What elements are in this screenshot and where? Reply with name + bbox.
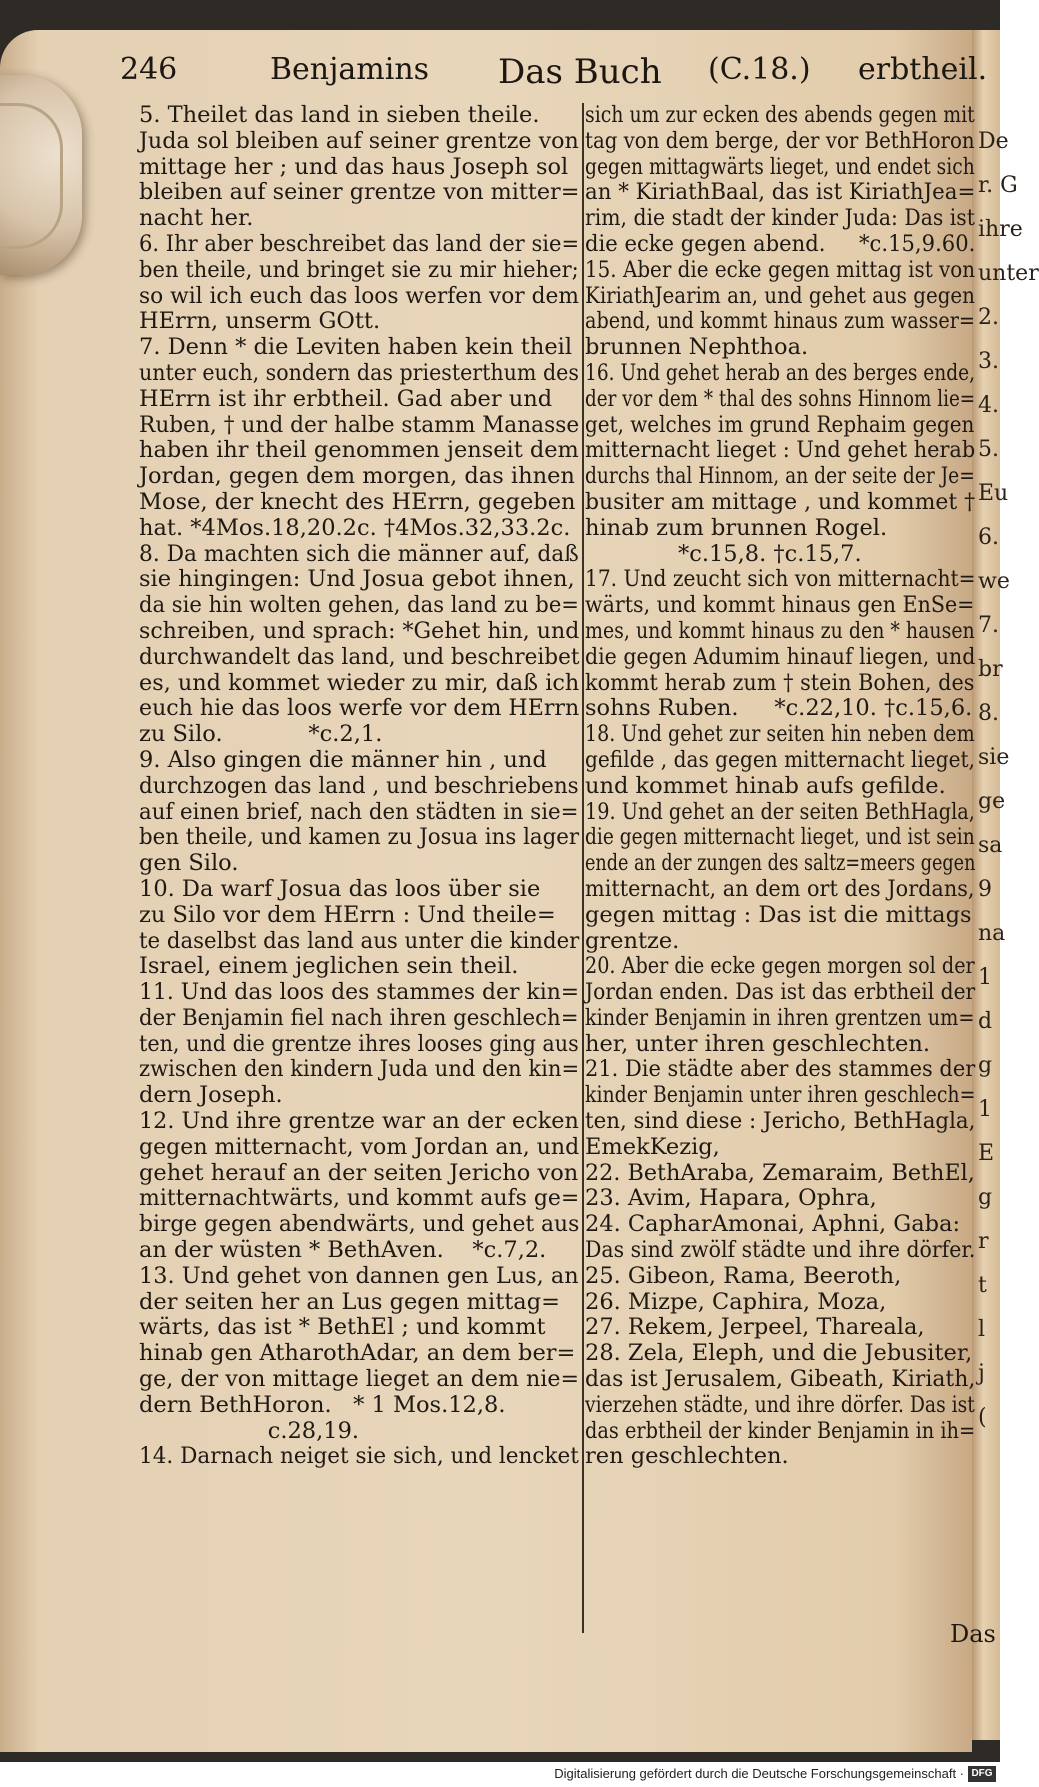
text-line: so wil ich euch das loos werfen vor dem xyxy=(139,282,579,309)
text-line: es, und kommet wieder zu mir, daß ich xyxy=(139,669,580,696)
text-line: 21. Die städte aber des stammes der xyxy=(585,1056,976,1083)
text-line: busiter am mittage , und kommet † xyxy=(585,488,976,515)
text-line: nacht her. xyxy=(139,205,254,232)
text-line: der vor dem * thal des sohns Hinnom lie= xyxy=(585,385,976,412)
next-page-edge-text: De r. G ihre unter 2. 3. 4. 5. Eu 6. we 7. br 8. sie ge sa 9 na 1 d g 1 E g r t l j ( xyxy=(978,129,1039,1430)
text-line: wärts, das ist * BethEl ; und kommt xyxy=(139,1314,546,1341)
text-line: hinab gen AtharothAdar, an dem ber= xyxy=(139,1340,576,1367)
text-line: abend, und kommt hinaus zum wasser= xyxy=(585,308,976,335)
text-line: gegen mitternacht, vom Jordan an, und xyxy=(139,1133,580,1160)
text-line: bleiben auf seiner grentze von mitter= xyxy=(139,179,580,206)
text-line: grentze. xyxy=(585,927,680,954)
text-line: durchzogen das land , und beschriebens xyxy=(139,772,579,799)
text-line: ge, der von mittage lieget an dem nie= xyxy=(139,1366,580,1393)
text-line: dern BethHoron. * 1 Mos.12,8. xyxy=(139,1391,506,1418)
text-line: 18. Und gehet zur seiten hin neben dem xyxy=(585,721,975,748)
text-line: 27. Rekem, Jerpeel, Thareala, xyxy=(585,1314,925,1341)
text-line: dern Joseph. xyxy=(139,1082,283,1109)
dfg-logo: DFG xyxy=(968,1766,996,1782)
text-line: die ecke gegen abend. *c.15,9.60. xyxy=(585,230,976,257)
text-line: ten, sind diese : Jericho, BethHagla, xyxy=(585,1108,976,1135)
text-line: birge gegen abendwärts, und gehet aus xyxy=(139,1211,580,1238)
text-line: mittage her ; und das haus Joseph sol xyxy=(139,153,569,180)
text-line: da sie hin wolten gehen, das land zu be= xyxy=(139,592,579,619)
text-line: 10. Da warf Josua das loos über sie xyxy=(139,875,541,902)
text-line: mitternachtwärts, und kommt aufs ge= xyxy=(139,1185,580,1212)
text-line: 22. BethAraba, Zemaraim, BethEl, xyxy=(585,1159,975,1186)
text-line: mitternacht lieget : Und gehet herab xyxy=(585,437,976,464)
column-divider xyxy=(582,103,584,1633)
text-line: der seiten her an Lus gegen mittag= xyxy=(139,1288,560,1315)
text-line: 24. CapharAmonai, Aphni, Gaba: xyxy=(585,1211,961,1238)
right-text-column xyxy=(585,103,975,1470)
text-line: 15. Aber die ecke gegen mittag ist von xyxy=(585,256,976,283)
header-center-title: Das Buch xyxy=(498,52,662,92)
text-line: sohns Ruben. *c.22,10. †c.15,6. xyxy=(585,695,973,722)
left-text-column xyxy=(139,103,579,1470)
page-number: 246 xyxy=(120,52,178,87)
text-line: kinder Benjamin unter ihren geschlech= xyxy=(585,1082,976,1109)
text-line: sich um zur ecken des abends gegen mit xyxy=(585,102,975,128)
text-line: ende an der zungen des saltz=meers gegen xyxy=(585,850,976,877)
text-line: c.28,19. xyxy=(139,1417,360,1444)
text-line: get, welches im grund Rephaim gegen xyxy=(585,411,975,438)
text-line: ben theile, und bringet sie zu mir hieher; xyxy=(139,256,579,283)
text-line: unter euch, sondern das priesterthum des xyxy=(139,359,579,386)
text-line: auf einen brief, nach den städten in sie= xyxy=(139,798,579,825)
text-line: kinder Benjamin in ihren grentzen um= xyxy=(585,1004,975,1031)
text-line: Mose, der knecht des HErrn, gegeben xyxy=(139,488,576,515)
text-line: gegen mittag : Das ist die mittags xyxy=(585,901,972,928)
text-line: gefilde , das gegen mitternacht lieget, xyxy=(585,746,975,773)
text-line: die gegen mitternacht lieget, und ist sein xyxy=(585,824,975,851)
footer-credit: Digitalisierung gefördert durch die Deutsche Forschungsgemeinschaft · xyxy=(554,1766,964,1781)
text-line: *c.15,8. †c.15,7. xyxy=(585,540,862,567)
text-line: wärts, und kommt hinaus gen EnSe= xyxy=(585,592,975,619)
catchword: Das xyxy=(950,1620,996,1648)
text-line: Ruben, † und der halbe stamm Manasse xyxy=(139,411,580,438)
text-line: und kommet hinab aufs gefilde. xyxy=(585,772,946,799)
text-line: das ist Jerusalem, Gibeath, Kiriath, xyxy=(585,1366,976,1393)
text-line: zu Silo. *c.2,1. xyxy=(139,721,383,748)
text-line: Israel, einem jeglichen sein theil. xyxy=(139,953,519,980)
text-line: brunnen Nephthoa. xyxy=(585,334,809,361)
text-line: her, unter ihren geschlechten. xyxy=(585,1030,931,1057)
text-line: an * KiriathBaal, das ist KiriathJea= xyxy=(585,179,976,206)
text-line: der Benjamin fiel nach ihren geschlech= xyxy=(139,1004,579,1031)
text-line: gegen mittagwärts lieget, und endet sich xyxy=(585,153,975,180)
text-line: 16. Und gehet herab an des berges ende, xyxy=(585,359,976,386)
text-line: 8. Da machten sich die männer auf, daß xyxy=(139,540,579,567)
text-line: mitternacht, an dem ort des Jordans, xyxy=(585,875,975,902)
text-line: HErrn ist ihr erbtheil. Gad aber und xyxy=(139,385,553,412)
text-line: haben ihr theil genommen jenseit dem xyxy=(139,437,579,464)
text-line: Das sind zwölf städte und ihre dörfer. xyxy=(585,1237,976,1264)
text-line: 19. Und gehet an der seiten BethHagla, xyxy=(585,798,975,825)
text-line: EmekKezig, xyxy=(585,1133,720,1160)
text-line: schreiben, und sprach: *Gehet hin, und xyxy=(139,617,580,644)
text-line: 20. Aber die ecke gegen morgen sol der xyxy=(585,953,975,980)
text-line: ren geschlechten. xyxy=(585,1443,789,1470)
running-header xyxy=(120,52,988,98)
text-line: 23. Avim, Hapara, Ophra, xyxy=(585,1185,877,1212)
text-line: 11. Und das loos des stammes der kin= xyxy=(139,979,580,1006)
text-line: 14. Darnach neiget sie sich, und lencket xyxy=(139,1443,579,1470)
text-line: 12. Und ihre grentze war an der ecken xyxy=(139,1108,579,1135)
text-line: hinab zum brunnen Rogel. xyxy=(585,514,888,541)
text-line: 13. Und gehet von dannen gen Lus, an xyxy=(139,1262,579,1289)
text-line: gen Silo. xyxy=(139,850,239,877)
text-line: 9. Also gingen die männer hin , und xyxy=(139,746,547,773)
text-line: te daselbst das land aus unter die kinder xyxy=(139,927,580,954)
text-line: gehet herauf an der seiten Jericho von xyxy=(139,1159,579,1186)
text-line: KiriathJearim an, und gehet aus gegen xyxy=(585,282,975,309)
text-line: euch hie das loos werfe vor dem HErrn xyxy=(139,695,580,722)
text-line: rim, die stadt der kinder Juda: Das ist xyxy=(585,205,975,232)
book-clasp-ring xyxy=(0,103,63,249)
text-line: 5. Theilet das land in sieben theile. xyxy=(139,102,540,128)
text-line: 28. Zela, Eleph, und die Jebusiter, xyxy=(585,1340,973,1367)
text-line: vierzehen städte, und ihre dörfer. Das ist xyxy=(585,1391,975,1418)
text-line: Jordan, gegen dem morgen, das ihnen xyxy=(139,463,575,490)
text-line: HErrn, unserm GOtt. xyxy=(139,308,381,335)
text-line: 26. Mizpe, Caphira, Moza, xyxy=(585,1288,887,1315)
text-line: mes, und kommt hinaus zu den * hausen xyxy=(585,617,975,644)
text-line: an der wüsten * BethAven. *c.7,2. xyxy=(139,1237,547,1264)
text-line: sie hingingen: Und Josua gebot ihnen, xyxy=(139,566,575,593)
text-line: das erbtheil der kinder Benjamin in ih= xyxy=(585,1417,976,1444)
text-line: durchs thal Hinnom, an der seite der Je= xyxy=(585,463,975,490)
text-line: Jordan enden. Das ist das erbtheil der xyxy=(585,979,976,1006)
text-line: hat. *4Mos.18,20.2c. †4Mos.32,33.2c. xyxy=(139,514,571,541)
text-line: 25. Gibeon, Rama, Beeroth, xyxy=(585,1262,902,1289)
text-line: die gegen Adumim hinauf liegen, und xyxy=(585,643,976,670)
text-line: 17. Und zeucht sich von mitternacht= xyxy=(585,566,976,593)
text-line: zu Silo vor dem HErrn : Und theile= xyxy=(139,901,556,928)
text-line: durchwandelt das land, und beschreibet xyxy=(139,643,580,670)
text-line: ben theile, und kamen zu Josua ins lager xyxy=(139,824,580,851)
header-left-title: Benjamins xyxy=(270,52,430,87)
text-line: kommt herab zum † stein Bohen, des xyxy=(585,669,975,696)
header-chapter: (C.18.) xyxy=(708,52,811,87)
text-line: 7. Denn * die Leviten haben kein theil xyxy=(139,334,573,361)
text-line: Juda sol bleiben auf seiner grentze von xyxy=(139,127,579,154)
digitization-footer xyxy=(0,1762,1000,1787)
text-line: 6. Ihr aber beschreibet das land der sie= xyxy=(139,230,580,257)
text-line: zwischen den kindern Juda und den kin= xyxy=(139,1056,580,1083)
header-right-title: erbtheil. xyxy=(858,52,988,87)
text-line: ten, und die grentze ihres looses ging aus xyxy=(139,1030,579,1057)
text-line: tag von dem berge, der vor BethHoron xyxy=(585,127,975,154)
